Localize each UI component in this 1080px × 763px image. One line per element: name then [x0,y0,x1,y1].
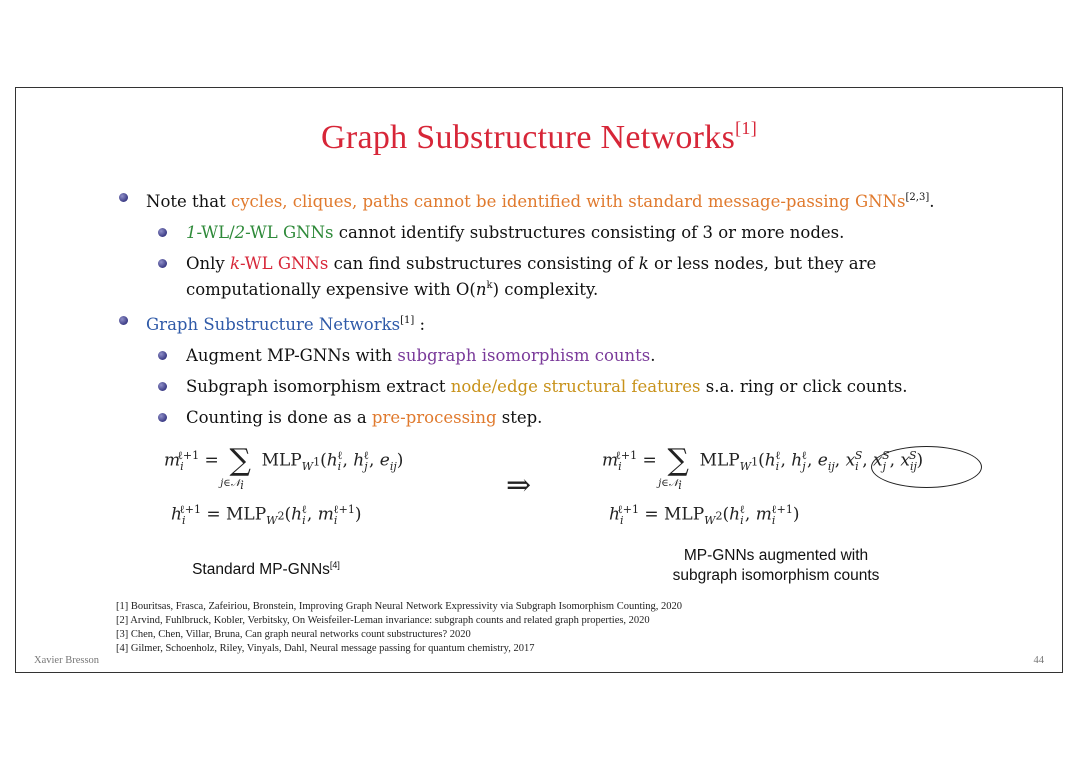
bullet-1b [116,253,1016,301]
wl-mid: -WL/ [196,223,235,242]
bullet-list [116,187,1016,438]
bullet-2-highlight: Graph Substructure Networks [146,315,401,334]
reference-4: [4] Gilmer, Schoenholz, Riley, Vinyals, Dahl, Neural message passing for quantum chemistry, 2017 [116,643,535,654]
caption-right [636,546,916,586]
bullet-dot-icon [158,351,167,360]
bullet-1-pre: Note that [146,192,231,211]
wl-num-2: 2 [234,223,246,242]
highlight-oval [871,446,982,488]
bullet-2a [116,345,1016,367]
footer-page-number: 44 [1033,655,1044,666]
title-text: Graph Substructure Networks [320,119,736,156]
bullet-1b-mid: can find substructures consisting of [328,254,639,273]
bullet-dot-icon [158,413,167,422]
bullet-2b-highlight: node/edge structural features [450,377,701,396]
bullet-2b [116,376,1016,398]
bullet-2a-post: . [650,346,656,365]
reference-1: [1] Bouritsas, Frasca, Zafeiriou, Bronstein, Improving Graph Neural Network Expressivity via Subgraph Isomorphism Counting, 2020 [116,601,683,612]
bullet-1-ref: [2,3] [905,192,930,203]
bullet-1b-end: ) complexity. [492,280,599,299]
wl-num-1: 1 [186,223,197,242]
eq-left-update: $h_i^{\ell+1} = MLP_{W^2}(h_i^\ell$, $m_i^{\ell+1}$) [171,503,362,528]
bullet-1-post: . [929,192,935,211]
bullet-2c [116,407,1016,429]
bullet-dot-icon [158,228,167,237]
bullet-2c-highlight: pre-processing [371,408,497,427]
caption-right-line1: MP-GNNs augmented with [683,547,869,564]
bullet-1-highlight: cycles, cliques, paths cannot be identified with standard message-passing GNNs [230,192,906,211]
bullet-2a-highlight: subgraph isomorphism counts [397,346,651,365]
wl-tail: -WL GNNs [245,223,334,242]
caption-left: Standard MP-GNNs[4] [192,560,340,578]
bullet-dot-icon [158,259,167,268]
eq-right-update: $h_i^{\ell+1} = MLP_{W^2}(h_i^\ell$, $m_i^{\ell+1}$) [609,503,800,528]
bullet-2c-pre: Counting is done as a [186,408,372,427]
bullet-1a-rest: cannot identify substructures consisting of 3 or more nodes. [333,223,845,242]
bullet-1b-post: or less nodes, but they are computationally expensive with O( [186,254,877,299]
caption-right-line2: subgraph isomorphism counts [672,567,880,584]
references [116,600,682,656]
eq-left-message: $m_i^{\ell+1}$ = ∑ j∈𝒩$_i$ $MLP_{W^1}(h_i^\ell$, $h_j^\ell$, $e_{ij}$) [164,443,404,492]
complexity-exp: k [486,280,493,291]
eq-right-message: $m_i^{\ell+1}$ = ∑ j∈𝒩$_i$ $MLP_{W^1}(h_i^\ell$, $h_j^\ell$, $e_{ij}$, $x_i^S$, $x_j^S$, $x_{ij}^S$) [602,443,924,492]
kwl-k: k [230,254,240,273]
complexity-n: n [475,280,487,299]
implies-arrow-icon: ⇒ [506,468,532,503]
bullet-dot-icon [119,316,128,325]
bullet-2c-post: step. [496,408,543,427]
slide-title [16,118,1062,157]
title-ref: [1] [735,118,757,138]
slide [15,87,1063,673]
footer-author: Xavier Bresson [34,655,100,666]
bullet-dot-icon [158,382,167,391]
bullet-2 [116,310,1016,336]
bullet-1b-pre: Only [186,254,230,273]
bullet-1a [116,222,1016,244]
kwl-hl: -WL GNNs [240,254,329,273]
bullet-2-ref: [1] [400,315,415,326]
bullet-2-post: : [414,315,426,334]
bullet-1 [116,187,1016,213]
bullet-1b-k2: k [638,254,649,273]
bullet-dot-icon [119,193,128,202]
bullet-2b-post: s.a. ring or click counts. [700,377,908,396]
reference-2: [2] Arvind, Fuhlbruck, Kobler, Verbitsky, On Weisfeiler-Leman invariance: subgraph counts and related graph properties, 2020 [116,615,650,626]
bullet-2a-pre: Augment MP-GNNs with [186,346,398,365]
reference-3: [3] Chen, Chen, Villar, Bruna, Can graph neural networks count substructures? 2020 [116,629,471,640]
bullet-2b-pre: Subgraph isomorphism extract [186,377,451,396]
